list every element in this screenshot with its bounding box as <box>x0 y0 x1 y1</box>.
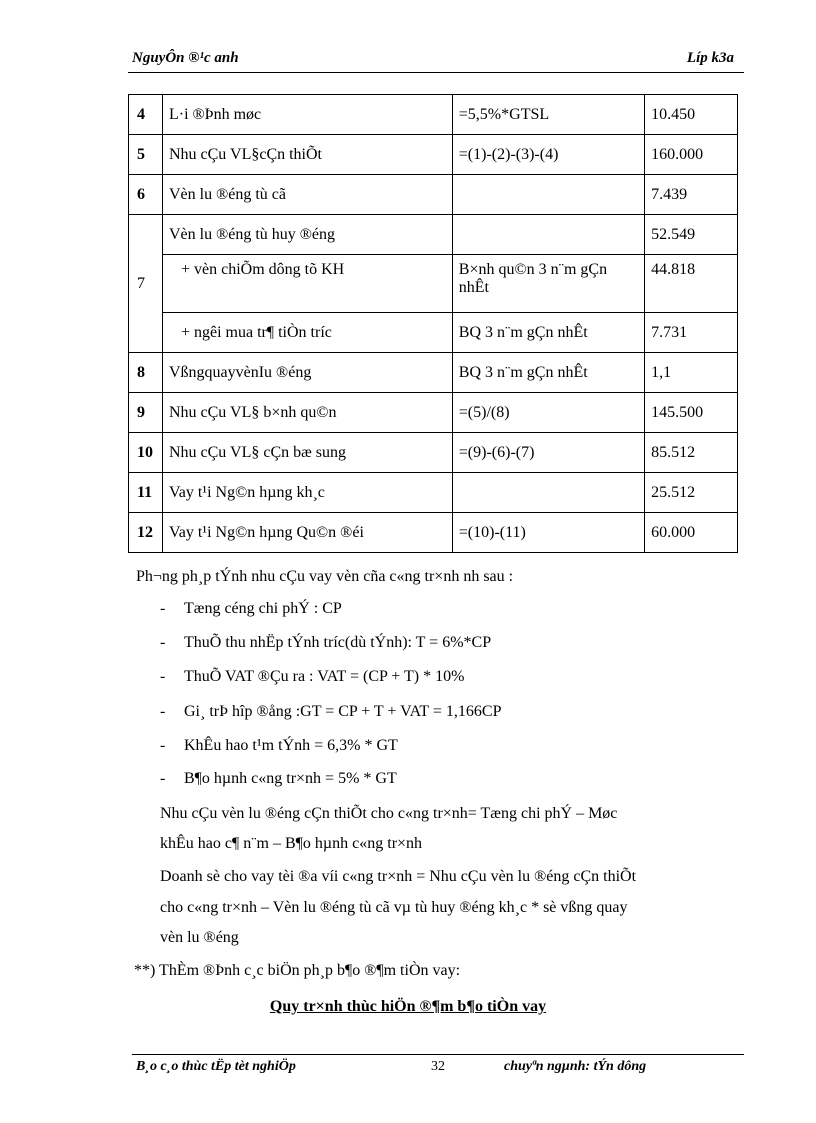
table-row <box>129 393 738 433</box>
list-item-text: Gi¸ trÞ hîp ®ång :GT = CP + T + VAT = 1,166CP <box>184 703 502 720</box>
row-name: Nhu cÇu VL§cÇn thiÕt <box>162 135 452 175</box>
bullet-dash: - <box>160 634 166 651</box>
intro-text: Ph¬ng ph¸p tÝnh nhu cÇu vay vèn cña c«ng tr×nh nh sau : <box>136 568 514 585</box>
table-row <box>129 135 738 175</box>
bullet-dash: - <box>160 737 166 754</box>
paragraph-line: khÊu hao c¶ n¨m – B¶o hµnh c«ng tr×nh <box>160 835 423 852</box>
row-formula <box>452 473 644 513</box>
footer-major: chuyªn ngµnh: tÝn dông <box>504 1059 647 1074</box>
section-title: Quy tr×nh thùc hiÖn ®¶m b¶o tiÒn vay <box>269 998 547 1015</box>
paragraph-line: cho c«ng tr×nh – Vèn lu ®éng tù cã vµ tù huy ®éng kh¸c * sè vßng quay <box>160 899 628 916</box>
row-number: 12 <box>129 513 163 553</box>
row-name: Vèn lu ®éng tù cã <box>162 175 452 215</box>
row-name: Nhu cÇu VL§ cÇn bæ sung <box>162 433 452 473</box>
row-name: Vay t¹i Ng©n hµng Qu©n ®éi <box>162 513 452 553</box>
paragraph-line: Nhu cÇu vèn lu ®éng cÇn thiÕt cho c«ng tr×nh= Tæng chi phÝ – Møc <box>160 805 618 822</box>
page-number: 32 <box>431 1059 445 1074</box>
bullet-dash: - <box>160 668 166 685</box>
row-value: 145.500 <box>645 393 738 433</box>
row-formula: =(10)-(11) <box>452 513 644 553</box>
paragraph-line: Doanh sè cho vay tèi ®a víi c«ng tr×nh = Nhu cÇu vèn lu ®éng cÇn thiÕt <box>160 868 637 885</box>
table-row <box>129 175 738 215</box>
row-formula: =(5)/(8) <box>452 393 644 433</box>
row-name: L·i ®Þnh møc <box>162 95 452 135</box>
row-number: 4 <box>129 95 163 135</box>
row-value: 60.000 <box>645 513 738 553</box>
row-value: 85.512 <box>645 433 738 473</box>
table-row <box>129 353 738 393</box>
row-formula: =(1)-(2)-(3)-(4) <box>452 135 644 175</box>
note-text: **) ThÈm ®Þnh c¸c biÖn ph¸p b¶o ®¶m tiÒn vay: <box>134 962 461 979</box>
row-name: Nhu cÇu VL§ b×nh qu©n <box>162 393 452 433</box>
row-value: 10.450 <box>645 95 738 135</box>
row-formula: BQ 3 n¨m gÇn nhÊt <box>452 353 644 393</box>
table-row <box>129 215 738 255</box>
table-row <box>129 433 738 473</box>
row-number: 6 <box>129 175 163 215</box>
list-item-text: ThuÕ thu nhËp tÝnh tríc(dù tÝnh): T = 6%*CP <box>184 634 492 651</box>
row-formula: =5,5%*GTSL <box>452 95 644 135</box>
row-value: 44.818 <box>645 255 738 313</box>
row-value: 52.549 <box>645 215 738 255</box>
row-name: + ngêi mua tr¶ tiÒn tríc <box>162 313 452 353</box>
row-number: 7 <box>129 215 163 353</box>
row-formula: B×nh qu©n 3 n¨m gÇn nhÊt <box>452 255 644 313</box>
row-value: 7.439 <box>645 175 738 215</box>
table-row <box>129 473 738 513</box>
bullet-dash: - <box>160 703 166 720</box>
paragraph-line: vèn lu ®éng <box>160 929 239 946</box>
table-row <box>129 313 738 353</box>
row-formula <box>452 175 644 215</box>
row-name: + vèn chiÕm dông tõ KH <box>162 255 452 313</box>
row-formula: BQ 3 n¨m gÇn nhÊt <box>452 313 644 353</box>
row-name: Vèn lu ®éng tù huy ®éng <box>162 215 452 255</box>
header-divider <box>128 72 744 73</box>
footer-divider <box>132 1054 744 1055</box>
row-number: 8 <box>129 353 163 393</box>
row-name: VßngquayvènIu ®éng <box>162 353 452 393</box>
loan-table <box>128 94 738 553</box>
header-author: NguyÔn ®¹c anh <box>132 50 239 66</box>
row-value: 1,1 <box>645 353 738 393</box>
row-value: 160.000 <box>645 135 738 175</box>
table-row <box>129 255 738 313</box>
row-formula <box>452 215 644 255</box>
bullet-dash: - <box>160 600 166 617</box>
row-value: 7.731 <box>645 313 738 353</box>
row-name: Vay t¹i Ng©n hµng kh¸c <box>162 473 452 513</box>
page-header <box>132 48 742 68</box>
row-number: 5 <box>129 135 163 175</box>
footer-report-title: B¸o c¸o thùc tËp tèt nghiÖp <box>136 1059 296 1074</box>
row-number: 11 <box>129 473 163 513</box>
table-row <box>129 513 738 553</box>
list-item-text: Tæng céng chi phÝ : CP <box>184 600 342 617</box>
list-item-text: B¶o hµnh c«ng tr×nh = 5% * GT <box>184 770 397 787</box>
header-class: Líp k3a <box>686 50 734 66</box>
row-formula: =(9)-(6)-(7) <box>452 433 644 473</box>
table-row <box>129 95 738 135</box>
list-item-text: KhÊu hao t¹m tÝnh = 6,3% * GT <box>184 737 398 754</box>
row-number: 9 <box>129 393 163 433</box>
list-item-text: ThuÕ VAT ®Çu ra : VAT = (CP + T) * 10% <box>184 668 465 685</box>
bullet-dash: - <box>160 770 166 787</box>
row-number: 10 <box>129 433 163 473</box>
row-value: 25.512 <box>645 473 738 513</box>
